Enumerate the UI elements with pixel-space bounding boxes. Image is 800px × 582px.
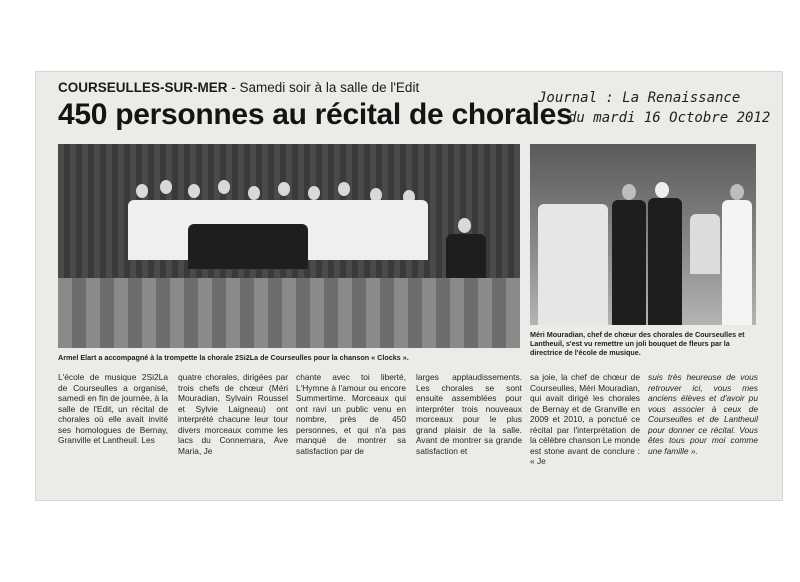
- music-school-director: [722, 200, 752, 325]
- director-head: [730, 184, 744, 200]
- choir-members: [538, 204, 608, 325]
- flower-bouquet: [690, 214, 720, 274]
- article-column-5: [530, 372, 640, 467]
- photo-caption-left: Armel Elart a accompagné à la trompette la chorale 2Si2La de Courseulles pour la chanson « Clocks ».: [58, 353, 409, 362]
- column-text: larges applaudissements. Les chorales se sont ensuite assemblées pour interpréter trois nouveaux morceaux pour le plus grand plaisir de la salle. Avant de montrer sa grande satisfaction et: [416, 372, 522, 456]
- choir-photo: [58, 144, 520, 348]
- piano: [188, 224, 308, 269]
- singer-head: [308, 186, 320, 200]
- article-headline: 450 personnes au récital de chorales: [58, 98, 573, 131]
- article-column-4: [416, 372, 522, 456]
- article-column-6: [648, 372, 758, 456]
- singer-head: [248, 186, 260, 200]
- singer-head: [338, 182, 350, 196]
- singer-head: [218, 180, 230, 194]
- column-text: quatre chorales, dirigées par trois chefs de chœur (Méri Mouradian, Sylvain Roussel et Sylvie Laigneau) ont interprété chacune leur tour divers morceaux comme les lacs du Connemara, Ave Maria, Je: [178, 372, 288, 456]
- article-location: COURSEULLES-SUR-MER: [58, 80, 228, 95]
- choir-leader-head: [655, 182, 669, 198]
- audience: [58, 278, 520, 348]
- trumpet-player-head: [458, 218, 471, 233]
- article-subtitle: - Samedi soir à la salle de l'Edit: [231, 80, 420, 95]
- column-text: suis très heureuse de vous retrouver ici, vous mes anciens élèves et d'avoir pu vous associer à ceux de Courseulles et de Lantheuil pour donner ce récital. Vous êtes tous pour moi comme une famille ».: [648, 372, 758, 456]
- person-dark-suit: [612, 200, 646, 325]
- article-column-3: [296, 372, 406, 456]
- bouquet-photo: [530, 144, 756, 325]
- column-text: sa joie, la chef de chœur de Courseulles, Méri Mouradian, qui avait dirigé les chorales de Bernay et de Granville en 2009 et 2010, a ponctué ce récital par l'interprétation de la célèbre chanson Le monde est stone avant de conclure : « Je: [530, 372, 640, 466]
- singer-head: [160, 180, 172, 194]
- column-text: chante avec toi liberté, L'Hymne à l'amour ou encore Summertime. Morceaux qui ont ravi un public venu en nombre, près de 450 personnes, et qui n'a pas manqué de montrer sa satisfaction par de: [296, 372, 406, 456]
- article-column-1: [58, 372, 168, 446]
- trumpet-player: [446, 234, 486, 284]
- article-column-2: [178, 372, 288, 456]
- article-kicker: [58, 80, 419, 95]
- photo-caption-right: Méri Mouradian, chef de chœur des chorales de Courseulles et Lantheuil, s'est vu remettre un joli bouquet de fleurs par la directrice de l'école de musique.: [530, 330, 745, 357]
- choir-leader: [648, 198, 682, 325]
- handwritten-note-line2: du mardi 16 Octobre 2012: [568, 110, 771, 126]
- person-head: [622, 184, 636, 200]
- column-text: L'école de musique 2Si2La de Courseulles a organisé, samedi en fin de journée, à la salle de l'Edit, un récital de chorales où elle avait invité ses homologues de Bernay, Granville et Lantheuil. Les: [58, 372, 168, 445]
- singer-head: [136, 184, 148, 198]
- singer-head: [188, 184, 200, 198]
- handwritten-note-line1: Journal : La Renaissance: [538, 90, 741, 106]
- singer-head: [278, 182, 290, 196]
